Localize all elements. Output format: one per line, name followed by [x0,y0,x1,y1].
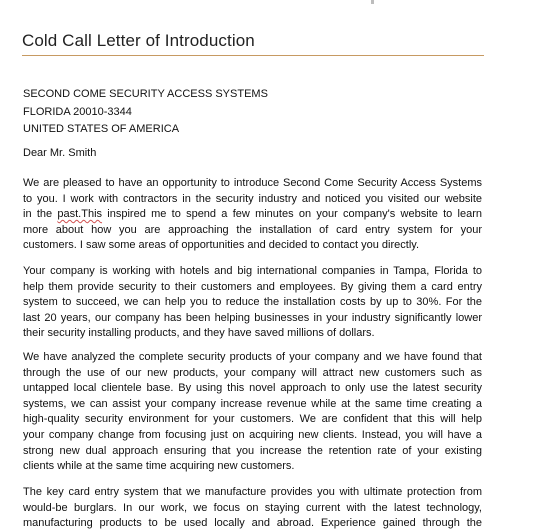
paragraph-line: would-be burglars. In our work, we focus on staying current with the latest technology, [23,501,482,514]
title-underline-rule [22,55,484,56]
address-line: UNITED STATES OF AMERICA [23,123,180,135]
paragraph-line: help them provide security to their customers and employees. By giving them a card entry [23,280,482,293]
address-line: FLORIDA 20010-3344 [23,105,132,118]
paragraph-line: We are pleased to have an opportunity to introduce Second Come Security Access Systems [23,177,482,189]
paragraph-line: strong new dual approach ensuring that you increase the retention rate of your existing [23,444,482,457]
paragraph-analysis [23,350,482,475]
recipient-address [23,86,268,139]
paragraph-company-work [23,264,482,342]
paragraph-line: clients while at the same time acquiring new customers. [23,460,295,473]
paragraph-line: system to succeed, we can help you to reduce the installation costs by up to 30%. For the [23,296,482,309]
paragraph-line: high-quality security environment for your customers. We are confident that this will help [23,413,482,426]
paragraph-line: We have analyzed the complete security products of your company and we have found that [23,351,482,363]
paragraph-line: through the use of our new products, your company will attract new customers such as [23,366,482,379]
paragraph-line: their security installing products, and they have saved millions of dollars. [23,327,375,340]
paragraph-key-card [23,485,482,530]
paragraph-line: customers. I saw some areas of opportunities and decided to contact you directly. [23,239,419,252]
paragraph-introduction [23,176,482,254]
paragraph-line: more about how you are approaching the installation of card entry system for your [23,223,482,236]
paragraph-line: The key card entry system that we manufacture provides you with ultimate protection from [23,486,482,498]
spellcheck-word: past.This [57,208,103,221]
paragraph-line: last 20 years, our company has been helping businesses in your industry significantly lower [23,311,482,324]
page-edge-mark [371,0,374,4]
paragraph-line: untapped local clientele base. By using this novel approach to only use the latest security [23,382,482,395]
paragraph-line: systems, we can assist your company increase revenue while at the same time creating a [23,397,482,410]
line-segment: in the [23,208,58,221]
salutation: Dear Mr. Smith [23,147,97,159]
paragraph-line-with-spellcheck [23,207,482,223]
address-line: SECOND COME SECURITY ACCESS SYSTEMS [23,88,268,100]
line-segment: inspired me to spend a few minutes on your company's website to learn [102,208,482,221]
paragraph-line: Your company is working with hotels and big international companies in Tampa, Florida to [23,265,482,277]
document-title: Cold Call Letter of Introduction [22,31,255,50]
paragraph-line: to you. I work with contractors in the security industry and noticed you visited our website [23,192,482,205]
paragraph-line: your company change from focusing just on acquiring new clients. Instead, you will have a [23,428,482,441]
paragraph-line: manufacturing products to be used locally and abroad. Experience gained through the [23,517,482,530]
